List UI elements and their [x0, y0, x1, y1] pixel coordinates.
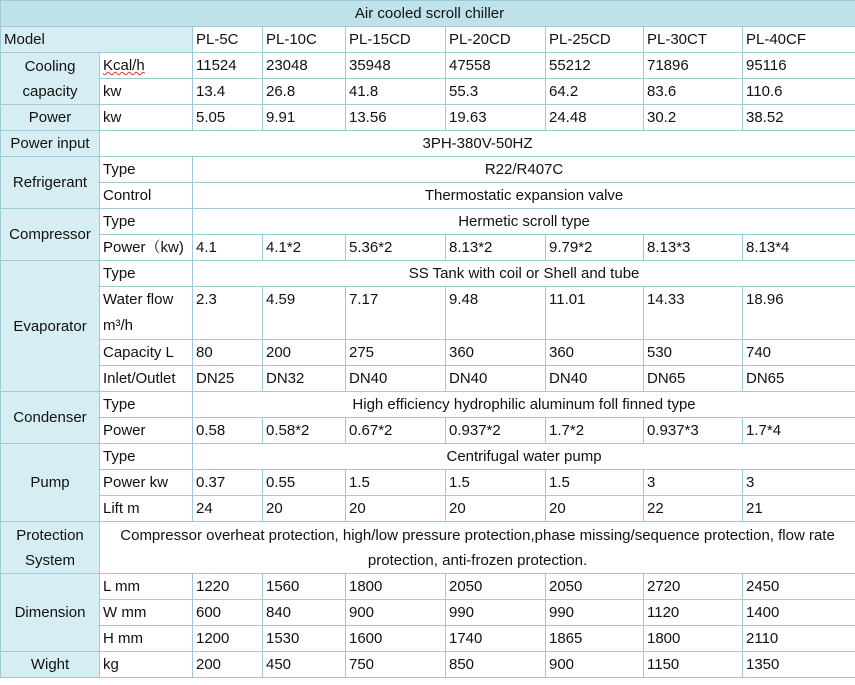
compressor-type-value: Hermetic scroll type — [193, 209, 855, 235]
table-cell: 18.96 — [743, 287, 855, 340]
power-unit: kw — [100, 105, 193, 131]
refrigerant-type-value: R22/R407C — [193, 157, 855, 183]
table-row — [1, 652, 855, 678]
table-cell: 0.67*2 — [346, 418, 446, 444]
table-row — [1, 522, 855, 574]
table-cell: 1800 — [346, 574, 446, 600]
table-cell: 41.8 — [346, 79, 446, 105]
table-row — [1, 340, 855, 366]
model-name: PL-40CF — [743, 27, 855, 53]
table-cell: 0.55 — [263, 470, 346, 496]
table-cell: 1800 — [644, 626, 743, 652]
pump-type-value: Centrifugal water pump — [193, 444, 855, 470]
table-row — [1, 287, 855, 340]
table-row — [1, 183, 855, 209]
table-row — [1, 626, 855, 652]
table-cell: 23048 — [263, 53, 346, 79]
table-cell: 275 — [346, 340, 446, 366]
table-cell: 20 — [546, 496, 644, 522]
table-row — [1, 392, 855, 418]
table-row — [1, 131, 855, 157]
evaporator-inlet-label: Inlet/Outlet — [100, 366, 193, 392]
evaporator-water-flow-label: Water flow m³/h — [100, 287, 193, 340]
table-cell: 600 — [193, 600, 263, 626]
cooling-kw-unit: kw — [100, 79, 193, 105]
table-cell: 1400 — [743, 600, 855, 626]
table-cell: 7.17 — [346, 287, 446, 340]
table-cell: 83.6 — [644, 79, 743, 105]
evaporator-capacity-label: Capacity L — [100, 340, 193, 366]
table-cell: 9.91 — [263, 105, 346, 131]
table-title: Air cooled scroll chiller — [1, 1, 855, 27]
condenser-power-label: Power — [100, 418, 193, 444]
table-cell: 8.13*3 — [644, 235, 743, 261]
table-cell: 110.6 — [743, 79, 855, 105]
table-row — [1, 496, 855, 522]
table-cell: 8.13*2 — [446, 235, 546, 261]
pump-power-label: Power kw — [100, 470, 193, 496]
weight-label: Wight — [1, 652, 100, 678]
protection-value: Compressor overheat protection, high/low pressure protection,phase missing/sequence protection, flow rate protection, anti-frozen protection. — [100, 522, 855, 574]
table-cell: 14.33 — [644, 287, 743, 340]
table-cell: 1530 — [263, 626, 346, 652]
table-row — [1, 418, 855, 444]
table-cell: 1.5 — [346, 470, 446, 496]
table-cell: 55212 — [546, 53, 644, 79]
table-cell: 4.1*2 — [263, 235, 346, 261]
table-cell: DN25 — [193, 366, 263, 392]
condenser-type-value: High efficiency hydrophilic aluminum foll finned type — [193, 392, 855, 418]
dimension-h-label: H mm — [100, 626, 193, 652]
table-cell: 24.48 — [546, 105, 644, 131]
table-cell: 13.4 — [193, 79, 263, 105]
table-cell: 1200 — [193, 626, 263, 652]
table-cell: 900 — [346, 600, 446, 626]
table-row — [1, 53, 855, 79]
table-cell: 2050 — [446, 574, 546, 600]
table-cell: 11524 — [193, 53, 263, 79]
table-cell: 1.5 — [446, 470, 546, 496]
weight-unit: kg — [100, 652, 193, 678]
table-cell: 840 — [263, 600, 346, 626]
model-name: PL-25CD — [546, 27, 644, 53]
table-cell: 2110 — [743, 626, 855, 652]
condenser-label: Condenser — [1, 392, 100, 444]
table-cell: 26.8 — [263, 79, 346, 105]
table-cell: 71896 — [644, 53, 743, 79]
table-row — [1, 79, 855, 105]
table-cell: 19.63 — [446, 105, 546, 131]
table-cell: 1350 — [743, 652, 855, 678]
table-cell: 3 — [743, 470, 855, 496]
table-cell: 1.5 — [546, 470, 644, 496]
dimension-label: Dimension — [1, 574, 100, 652]
table-row — [1, 261, 855, 287]
model-name: PL-10C — [263, 27, 346, 53]
table-cell: 850 — [446, 652, 546, 678]
model-name: PL-5C — [193, 27, 263, 53]
table-cell: 64.2 — [546, 79, 644, 105]
model-label: Model — [1, 27, 193, 53]
table-cell: 1600 — [346, 626, 446, 652]
table-row — [1, 470, 855, 496]
title-row — [1, 1, 855, 27]
refrigerant-control-label: Control — [100, 183, 193, 209]
table-cell: 38.52 — [743, 105, 855, 131]
table-cell: 1865 — [546, 626, 644, 652]
table-cell: 200 — [263, 340, 346, 366]
table-cell: 1.7*2 — [546, 418, 644, 444]
evaporator-type-value: SS Tank with coil or Shell and tube — [193, 261, 855, 287]
compressor-power-label: Power（kw) — [100, 235, 193, 261]
protection-label: Protection System — [1, 522, 100, 574]
table-cell: 2050 — [546, 574, 644, 600]
table-cell: 11.01 — [546, 287, 644, 340]
table-cell: 740 — [743, 340, 855, 366]
compressor-label: Compressor — [1, 209, 100, 261]
table-cell: 530 — [644, 340, 743, 366]
table-cell: DN40 — [546, 366, 644, 392]
table-cell: DN65 — [743, 366, 855, 392]
table-cell: 1560 — [263, 574, 346, 600]
table-cell: 13.56 — [346, 105, 446, 131]
dimension-w-label: W mm — [100, 600, 193, 626]
condenser-type-label: Type — [100, 392, 193, 418]
model-header-row — [1, 27, 855, 53]
table-cell: 8.13*4 — [743, 235, 855, 261]
table-cell: DN32 — [263, 366, 346, 392]
table-cell: 9.48 — [446, 287, 546, 340]
table-cell: 0.937*2 — [446, 418, 546, 444]
table-cell: 20 — [446, 496, 546, 522]
table-cell: 4.59 — [263, 287, 346, 340]
table-row — [1, 366, 855, 392]
table-cell: 1740 — [446, 626, 546, 652]
table-row — [1, 209, 855, 235]
table-cell: 30.2 — [644, 105, 743, 131]
evaporator-type-label: Type — [100, 261, 193, 287]
table-cell: 360 — [446, 340, 546, 366]
pump-label: Pump — [1, 444, 100, 522]
table-cell: 95116 — [743, 53, 855, 79]
table-cell: 0.58 — [193, 418, 263, 444]
table-cell: 360 — [546, 340, 644, 366]
table-cell: 2720 — [644, 574, 743, 600]
table-cell: DN65 — [644, 366, 743, 392]
table-cell: 5.05 — [193, 105, 263, 131]
table-row — [1, 235, 855, 261]
table-cell: DN40 — [346, 366, 446, 392]
table-cell: 21 — [743, 496, 855, 522]
table-cell: 750 — [346, 652, 446, 678]
table-cell: 0.37 — [193, 470, 263, 496]
refrigerant-type-label: Type — [100, 157, 193, 183]
table-cell: 20 — [263, 496, 346, 522]
table-cell: 200 — [193, 652, 263, 678]
table-cell: 1.7*4 — [743, 418, 855, 444]
table-row — [1, 105, 855, 131]
table-cell: DN40 — [446, 366, 546, 392]
evaporator-label: Evaporator — [1, 261, 100, 392]
table-cell: 1120 — [644, 600, 743, 626]
table-cell: 24 — [193, 496, 263, 522]
table-cell: 4.1 — [193, 235, 263, 261]
table-row — [1, 157, 855, 183]
power-input-label: Power input — [1, 131, 100, 157]
table-cell: 1150 — [644, 652, 743, 678]
table-cell: 990 — [446, 600, 546, 626]
dimension-l-label: L mm — [100, 574, 193, 600]
refrigerant-label: Refrigerant — [1, 157, 100, 209]
table-cell: 900 — [546, 652, 644, 678]
table-cell: 55.3 — [446, 79, 546, 105]
table-cell: 2.3 — [193, 287, 263, 340]
pump-type-label: Type — [100, 444, 193, 470]
table-cell: 47558 — [446, 53, 546, 79]
table-row — [1, 444, 855, 470]
table-cell: 2450 — [743, 574, 855, 600]
cooling-kcal-unit: Kcal/h — [100, 53, 193, 79]
power-input-value: 3PH-380V-50HZ — [100, 131, 855, 157]
table-cell: 3 — [644, 470, 743, 496]
cooling-capacity-label: Cooling capacity — [1, 53, 100, 105]
table-cell: 35948 — [346, 53, 446, 79]
table-cell: 22 — [644, 496, 743, 522]
table-cell: 450 — [263, 652, 346, 678]
table-cell: 5.36*2 — [346, 235, 446, 261]
pump-lift-label: Lift m — [100, 496, 193, 522]
model-name: PL-20CD — [446, 27, 546, 53]
table-cell: 0.58*2 — [263, 418, 346, 444]
table-cell: 9.79*2 — [546, 235, 644, 261]
table-cell: 1220 — [193, 574, 263, 600]
table-cell: 80 — [193, 340, 263, 366]
compressor-type-label: Type — [100, 209, 193, 235]
model-name: PL-15CD — [346, 27, 446, 53]
table-cell: 20 — [346, 496, 446, 522]
table-cell: 990 — [546, 600, 644, 626]
model-name: PL-30CT — [644, 27, 743, 53]
power-label: Power — [1, 105, 100, 131]
table-row — [1, 574, 855, 600]
table-cell: 0.937*3 — [644, 418, 743, 444]
table-row — [1, 600, 855, 626]
refrigerant-control-value: Thermostatic expansion valve — [193, 183, 855, 209]
